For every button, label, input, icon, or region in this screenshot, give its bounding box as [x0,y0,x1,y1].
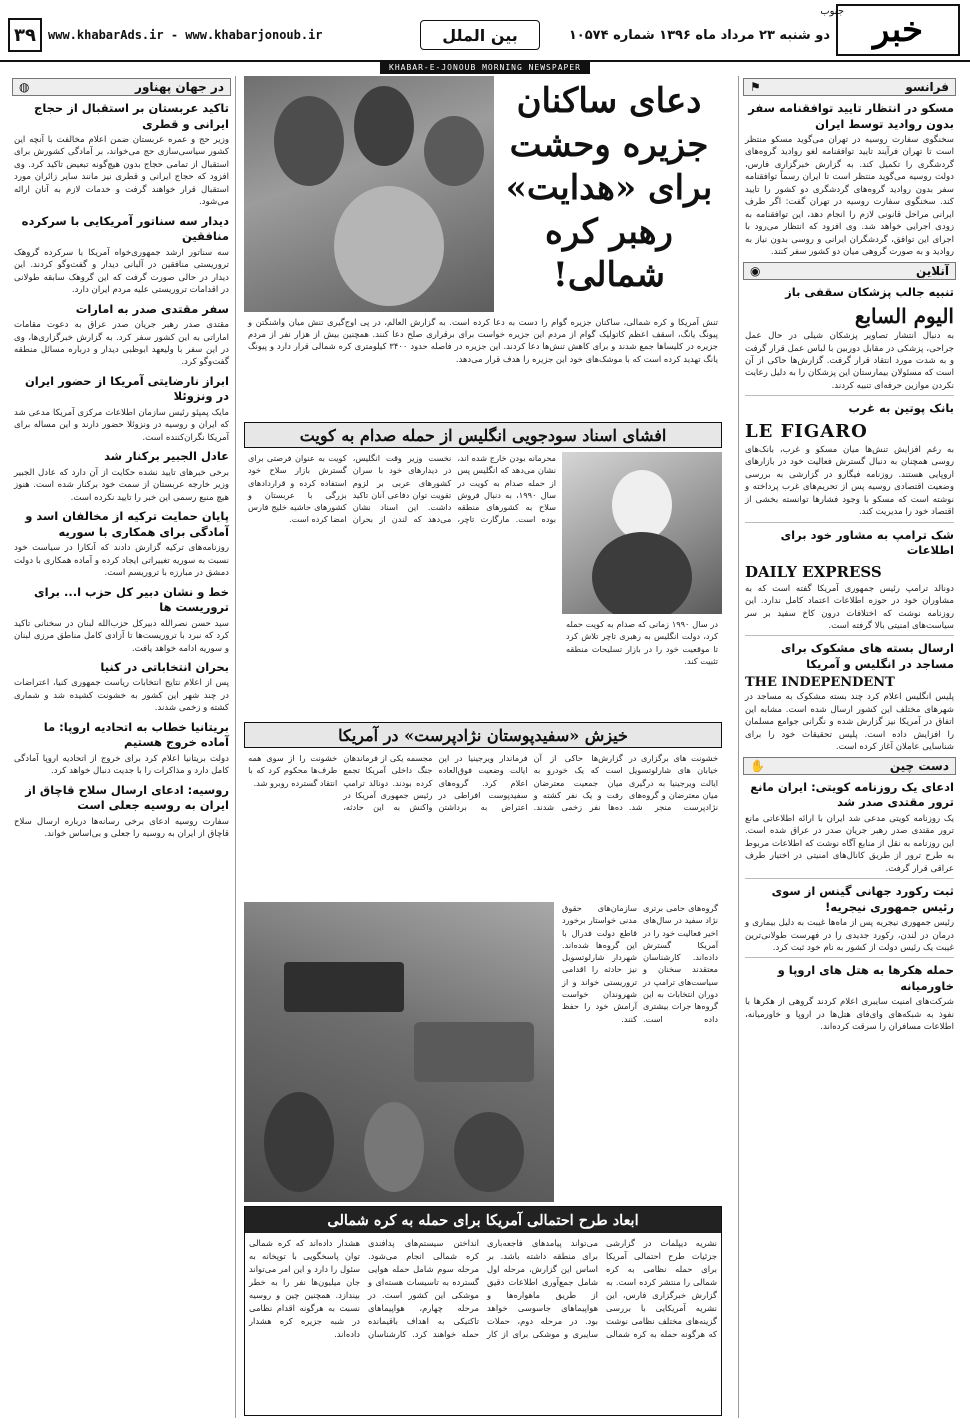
section-tab[interactable]: بین الملل [420,20,540,50]
divider [745,395,954,396]
news-headline[interactable]: پایان حمایت ترکیه از مخالفان اسد و آمادگی برای همکاری با سوریه [25,509,229,539]
online-headline-3[interactable]: شک ترامپ به مشاور خود برای اطلاعات [780,527,954,558]
news-headline[interactable]: بحران انتخاباتی در کنیا [100,659,229,674]
north-korea-body: نشریه دیپلمات در گزارشی جزئیات طرح احتمالی آمریکا برای حمله نظامی به کره شمالی را منتشر کرده است. به گزارش خبرگزاری فارس، این نشریه آمریکایی با بررسی گزینه‌های مختلف نظامی نوشت که هرگونه حمله به کره شمالی می‌تواند پیامدهای فاجعه‌باری برای منطقه داشته باشد. بر اساس این گزارش، مرحله اول شامل جمع‌آوری اطلاعات دقیق از طریق ماهواره‌ها و هواپیماهای جاسوسی خواهد بود. در مرحله دوم، حملات سایبری و موشکی برای از کار انداختن سیستم‌های پدافندی کره شمالی انجام می‌شود. مرحله سوم شامل حمله هوایی گسترده به تاسیسات هسته‌ای و موشکی این کشور است. در مرحله چهارم، هواپیماهای تاکتیکی به اهداف باقیمانده حمله خواهند کرد. کارشناسان هشدار داده‌اند که کره شمالی توان پاسخگویی با توپخانه به سئول را دارد و این امر می‌تواند جان میلیون‌ها نفر را به خطر بیندازد. همچنین چین و روسیه نسبت به هرگونه اقدام نظامی در شبه جزیره کره هشدار داده‌اند. [249,1238,717,1340]
flag-icon: ⚑ [750,80,761,94]
china-headline-1[interactable]: ادعای یک روزنامه کویتی: ایران مانع ترور مقتدی صدر شد [750,779,954,810]
photo-figure [354,86,414,166]
news-body: سفارت روسیه ادعای برخی رسانه‌ها درباره ارسال سلاح قاچاق از ایران به روسیه را جعلی و بی‌اساس خواند. [14,816,229,840]
thatcher-photo[interactable] [562,452,722,614]
photo-car [284,962,404,1012]
news-headline[interactable]: تاکید عربستان بر استقبال از حجاج ایرانی و قطری [34,101,229,131]
france-headline[interactable]: مسکو در انتظار تایید توافقنامه سفر بدون روادید توسط ایران [748,101,954,131]
list-item [8,720,235,778]
kuwait-body: محرمانه بودن خارج شده اند، نشان می‌دهد که انگلیس پس از حمله صدام به کویت در سال ۱۹۹۰، به دنبال فروش سلاح به کشورهای منطقه بوده است. مارگارت تاچر، نخست وزیر وقت انگلیس، در دیدارهای خود با سران کشورهای عربی بر لزوم تقویت توان دفاعی آنان تاکید داشت. این اسناد نشان می‌دهد که لندن از بحران کویت به عنوان فرصتی برای گسترش بازار سلاح خود استفاده کرده و قراردادهای بزرگی با عربستان و کشورهای حاشیه خلیج فارس امضا کرده است. [248,453,556,525]
center-column [244,76,722,1418]
alyoum-alsabea-logo: اليوم السابع [854,304,954,329]
divider [745,635,954,636]
website-links[interactable]: www.khabarAds.ir - www.khabarjonoub.ir [48,28,323,42]
world-section-label [12,78,231,96]
online-headline-4[interactable]: ارسال بسته های مشکوک برای مساجد در انگلیس و آمریکا [780,641,954,671]
online-body-3: دونالد ترامپ رئیس جمهوری آمریکا گفته است که به مشاوران خود در حوزه اطلاعات اعتماد کامل ندارد. این روزنامه نوشت که اختلافات درون کاخ سفید بر سر سیاست‌های امنیتی بالا گرفته است. [745,583,954,631]
kuwait-body-continued: در سال ۱۹۹۰ زمانی که صدام به کویت حمله کرد، دولت انگلیس به رهبری تاچر تلاش کرد تا موقعیت خود را در بازار تسلیحات منطقه تثبیت کند. [566,619,718,666]
china-headline-2[interactable]: ثبت رکورد جهانی گینس از سوی رئیس جمهوری نیجریه! [771,884,954,914]
issue-line: دو شنبه ۲۳ مرداد ماه ۱۳۹۶ شماره ۱۰۵۷۴ [568,28,830,43]
left-news-list [8,101,235,841]
us-supremacists-headline[interactable]: خیزش «سفیدپوستان نژادپرست» در آمریکا [244,722,722,748]
masthead [0,0,970,62]
list-item [8,449,235,504]
the-independent-logo: THE INDEPENDENT [745,675,895,691]
china-body-1: یک روزنامه کویتی مدعی شد ایران با ارائه اطلاعاتی مانع ترور مقتدی صدر رهبر جریان صدر در عراق شده است. این روزنامه به نقل از منابع آگاه نوشت که اطلاعات مربوط به طرح ترور از طریق کانال‌های امنیتی در اختیار طرف عراقی قرار گرفت. [745,813,954,874]
news-headline[interactable]: ابراز نارضایتی آمریکا از حضور ایران در ونزوئلا [24,373,229,404]
globe-icon: ◍ [19,80,30,94]
france-label-text: فرانسو [905,80,949,94]
guam-prayer-body: تنش آمریکا و کره شمالی، ساکنان جزیره گوام را دست به دعا کرده است. به گزارش العالم، در پی اوج‌گیری تنش میان واشنگتن و پیونگ یانگ، اسقف اعظم کاتولیک گوام از مردم این جزیره خواست برای برقراری صلح دعا کنند. همچنین بیش از هزار نفر از مردم جزیره در کلیساها جمع شدند و برای کاهش تنش‌ها دعا کردند. این جزیره در فاصله حدود ۳۴۰۰ کیلومتری کره شمالی قرار دارد و پیونگ یانگ تهدید کرده است که با موشک‌های خود این جزیره را هدف قرار می‌دهد. [248,317,718,364]
photo-figure [264,1092,334,1192]
china-section-label [743,757,956,775]
hand-icon: ✋ [750,758,765,773]
news-headline[interactable]: دیدار سه سناتور آمریکایی با سرکرده منافقین [21,213,229,244]
north-korea-box [244,1206,722,1416]
logo-text: خبر [872,10,924,50]
news-body: مقتدی صدر رهبر جریان صدر عراق به دعوت مقامات اماراتی به این کشور سفر کرد. به گزارش خبرگزاری‌ها، وی در این سفر با ولیعهد ابوظبی دیدار و درباره مسائل منطقه گفت‌وگو کرد. [14,320,229,368]
list-item [8,101,235,209]
france-body: سخنگوی سفارت روسیه در تهران می‌گوید مسکو منتظر است تا تهران فرآیند تایید توافقنامه لغو روادید گروه‌های گردشگری را تکمیل کند. به گزارش خبرگزاری فارس، دولت روسیه می‌گوید منتظر است تا ایران رسماً توافقنامه سفر بدون روادید گروه‌های گردشگری دو کشور را تایید کند. سخنگوی سفارت روسیه در تهران گفت: اگر طرف ایرانی مراحل قانونی لازم را انجام دهد، این توافقنامه به زودی اجرایی خواهد شد. وی افزود که انتظار می‌رود با اجرای این توافق، گردشگران ایرانی و روسی بدون نیاز به روادید و به صورت گروهی میان دو کشور سفر کنند. [745,135,954,258]
china-label-text: دست چین [889,758,949,773]
page-number: ۳۹ [8,18,42,52]
online-label-text: آنلاین [915,263,949,278]
photo-figure [364,1102,424,1192]
list-item [8,302,235,369]
news-body: سه سناتور ارشد جمهوری‌خواه آمریکا با سرکرده گروهک تروریستی منافقین در آلبانی دیدار و گفت‌وگو کردند. این دیدار در حالی صورت گرفت که این گروهک سابقه طولانی در اقدامات تروریستی علیه مردم ایران دارد. [14,247,229,296]
left-column [8,76,236,1418]
list-item [8,509,235,579]
le-figaro-logo: LE FIGARO [745,420,868,442]
news-headline[interactable]: سفر مقتدی صدر به امارات [75,301,229,316]
news-headline[interactable]: بریتانیا خطاب به اتحادیه اروپا: ما آماده خروج هستیم [43,719,229,750]
charlottesville-photo[interactable] [244,902,554,1202]
news-body: روزنامه‌های ترکیه گزارش دادند که آنکارا در سیاست خود نسبت به سوریه تغییراتی ایجاد کرده و آماده همکاری با دولت دمشق در مبارزه با تروریسم است. [14,543,229,579]
china-body-3: شرکت‌های امنیت سایبری اعلام کردند گروهی از هکرها با نفوذ به شبکه‌های وای‌فای هتل‌ها در اروپا و خاورمیانه، اطلاعات مسافران را سرقت کرده‌اند. [745,997,954,1033]
divider [745,878,954,879]
daily-express-logo: DAILY EXPRESS [745,562,882,581]
photo-figure [274,96,344,186]
photo-figure [334,186,444,306]
globe-icon: ◉ [750,263,761,278]
online-body-1: به دنبال انتشار تصاویر پزشکان شیلی در حال عمل جراحی، پزشکی در مقابل دوربین با لباس عمل قرار گرفت و به شدت مورد انتقاد قرار گرفت. گزارش‌ها حاکی از آن است که مسئولان بیمارستان این پزشکان را به دلیل رعایت نکردن موازین حرفه‌ای تنبیه کردند. [745,331,954,391]
news-body: سید حسن نصرالله دبیرکل حزب‌الله لبنان در سخنانی تاکید کرد که نبرد با تروریست‌ها تا آزادی کامل مناطق مرزی لبنان و سوریه ادامه خواهد یافت. [14,618,229,654]
world-label-text: در جهان پهناور [135,80,224,94]
china-body-2: رئیس جمهوری نیجریه پس از ماه‌ها غیبت به دلیل بیماری و درمان در لندن، رکورد جدیدی را در فهرست طولانی‌ترین غیبت یک رئیس دولت از کشور به نام خود ثبت کرد. [745,918,954,953]
news-body: برخی خبرهای تایید نشده حکایت از آن دارد که عادل الجبیر وزیر خارجه عربستان از سمت خود برکنار شده است. هنوز هیچ منبع رسمی این خبر را تایید نکرده است. [14,467,229,503]
divider [745,957,954,958]
photo-figure [592,532,692,614]
list-item [8,214,235,297]
online-headline-1[interactable]: تنبیه جالب پزشکان سقفی باز [785,284,954,299]
online-body-2: به رغم افزایش تنش‌ها میان مسکو و غرب، بانک‌های روسی همچنان به دنبال گسترش فعالیت خود در بازارهای اروپایی هستند. روزنامه فیگارو در گزارشی به بررسی وضعیت اقتصادی روسیه پس از تحریم‌های غرب پرداخته و نوشته است که مسکو با وجود فشارها توانسته بخشی از اقتصاد خود را مدیریت کند. [745,444,954,518]
online-headline-2[interactable]: بانک پوتین به غرب [848,401,954,416]
us-supremacists-body-continued: گروه‌های حامی برتری نژاد سفید در سال‌های اخیر فعالیت خود را در آمریکا گسترش داده‌اند. کارشناسان معتقدند سخنان و سیاست‌های ترامپ در دوران انتخابات به این گروه‌ها جرات بیشتری داده است. سازمان‌های حقوق مدنی خواستار برخورد قاطع دولت فدرال با این گروه‌ها شده‌اند. شهردار شارلوتسویل نیز حادثه را اقدامی تروریستی خواند و از شهروندان خواست آرامش خود را حفظ کنند. [562,903,718,1024]
photo-figure [612,470,672,540]
list-item [8,585,235,655]
kuwait-headline[interactable]: افشای اسناد سودجویی انگلیس از حمله صدام به کویت [244,422,722,448]
news-body: پس از اعلام نتایج انتخابات ریاست جمهوری کنیا، اعتراضات در چند شهر این کشور به خشونت کشیده شد و شماری کشته و زخمی شدند. [14,678,229,714]
praying-people-photo[interactable] [244,76,494,312]
news-body: وزیر حج و عمره عربستان ضمن اعلام مخالفت با آنچه این کشور سیاسی‌سازی حج می‌خواند، بر آمادگی کشورش برای استقبال از تمامی حجاج بدون هیچ‌گونه تبعیض تاکید کرد. وی افزود که حجاج ایرانی و قطری نیز مانند سایر زائران مورد استقبال قرار خواهند گرفت و خدمات لازم به آنان ارائه می‌شود. [14,135,229,208]
news-headline[interactable]: عادل الجبیر برکنار شد [104,449,229,464]
us-supremacists-body: خشونت های برگزاری در خیابان های شارلوتسویل ایالت ویرجینیا به درگیری میان معترضان و گروه‌های نژادپرست منجر شد. گزارش‌ها حاکی از آن است که یک خودرو به میان جمعیت معترضان رفت و یک نفر کشته و ده‌ها نفر زخمی شدند. فرماندار ویرجینیا در این ایالت وضعیت فوق‌العاده اعلام کرد. گروه‌های سفیدپوست افراطی در اعتراض به برداشتن مجسمه یکی از فرماندهان جنگ داخلی آمریکا تجمع کرده بودند. دونالد ترامپ رئیس جمهوری آمریکا در واکنش به این حادثه، خشونت را از سوی همه طرف‌ها محکوم کرد که با انتقاد گسترده روبرو شد. [248,753,718,813]
guam-prayer-headline[interactable]: دعای ساکنان جزیره وحشت برای «هدایت» رهبر کره شمالی! [505,81,713,296]
news-headline[interactable]: روسیه: ادعای ارسال سلاح قاچاق از ایران به روسیه جعلی است [25,782,229,813]
online-body-4: پلیس انگلیس اعلام کرد چند بسته مشکوک به مساجد در شهرهای مختلف این کشور ارسال شده است. مشابه این اتفاق در آمریکا نیز گزارش شده و نگرانی جوامع مسلمان را افزایش داده است. پلیس تحقیقات خود را برای شناسایی عاملان آغاز کرده است. [745,692,954,753]
list-item [8,783,235,841]
list-item [8,660,235,715]
photo-figure [424,116,484,186]
news-headline[interactable]: خط و نشان دبیر کل حزب ا... برای تروریست ها [34,584,229,615]
photo-figure [454,1112,524,1192]
news-body: دولت بریتانیا اعلام کرد برای خروج از اتحادیه اروپا آمادگی کامل دارد و مذاکرات را با جدیت دنبال خواهد کرد. [14,753,229,777]
france-section-label [743,78,956,96]
newspaper-logo[interactable] [836,4,960,56]
china-headline-3[interactable]: حمله هکرها به هتل های اروپا و خاورمیانه [777,963,954,993]
photo-car [414,1022,534,1082]
right-column [738,76,960,1418]
logo-subtitle: جنوب [820,6,844,17]
north-korea-headline[interactable]: ابعاد طرح احتمالی آمریکا برای حمله به کره شمالی [245,1207,721,1233]
morning-newspaper-strip: KHABAR-E-JONOUB MORNING NEWSPAPER [380,62,590,74]
list-item [8,374,235,444]
divider [745,522,954,523]
online-section-label [743,262,956,280]
news-body: مایک پمپئو رئیس سازمان اطلاعات مرکزی آمریکا مدعی شد که ایران و روسیه در ونزوئلا حضور دارند و این مساله برای آمریکا نگران‌کننده است. [14,407,229,443]
